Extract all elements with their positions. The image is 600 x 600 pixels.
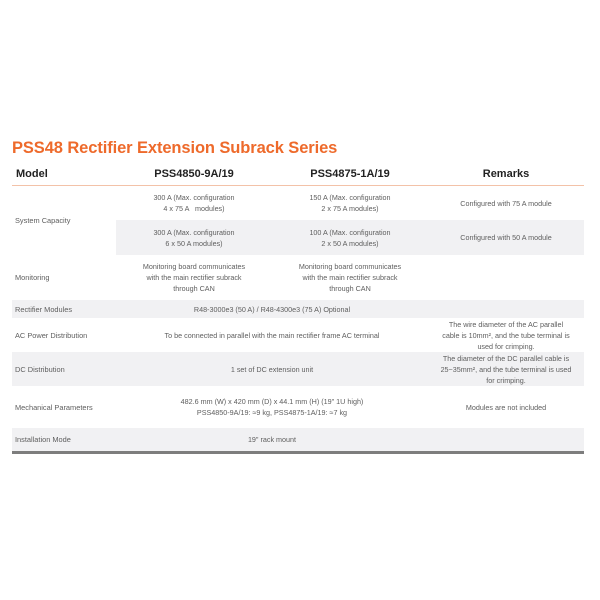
row-label-dc-distribution: DC Distribution <box>12 352 116 386</box>
table-row-installation-mode <box>12 428 584 453</box>
header-pss4875: PSS4875-1A/19 <box>272 163 428 186</box>
cell-ac-power-value: To be connected in parallel with the main rectifier frame AC terminal <box>164 330 380 340</box>
cell-line: 100 A (Max. configuration <box>309 227 391 237</box>
cell-line: through CAN <box>173 284 215 293</box>
row-label-mechanical-parameters: Mechanical Parameters <box>15 402 93 412</box>
cell-line: The diameter of the DC parallel cable is <box>442 353 570 363</box>
cell-sc1-pss4850 <box>116 186 272 221</box>
cell-line: 6 x 50 A modules) <box>165 238 223 248</box>
row-label-rectifier-modules: Rectifier Modules <box>12 300 116 318</box>
cell-mechanical-remarks: Modules are not included <box>465 402 547 412</box>
cell-rectifier-modules-remarks <box>428 300 584 318</box>
table-row-monitoring <box>12 255 584 300</box>
cell-monitoring-pss4850 <box>116 255 272 300</box>
row-label-monitoring: Monitoring <box>15 273 50 282</box>
cell-line: through CAN <box>329 284 371 293</box>
table-row-system-capacity-1 <box>12 186 584 221</box>
cell-line: Monitoring board communicates <box>142 262 246 271</box>
table-row-mechanical-parameters <box>12 386 584 428</box>
cell-dc-distribution-value: 1 set of DC extension unit <box>116 352 428 386</box>
cell-line: for crimping. <box>486 375 526 385</box>
cell-rectifier-modules-value: R48-3000e3 (50 A) / R48-4300e3 (75 A) Optional <box>116 300 428 318</box>
cell-line: PSS4850-9A/19: ≈9 kg, PSS4875-1A/19: ≈7 kg <box>196 408 348 417</box>
cell-ac-power-remarks <box>428 318 584 352</box>
cell-sc1-remarks: Configured with 75 A module <box>460 198 552 208</box>
row-label-installation-mode: Installation Mode <box>12 428 116 453</box>
table-header-row <box>12 163 584 186</box>
spec-table <box>12 163 584 454</box>
cell-line: with the main rectifier subrack <box>146 273 242 282</box>
cell-line: cable is 10mm², and the tube terminal is <box>442 330 570 340</box>
cell-sc2-pss4850 <box>116 220 272 255</box>
cell-line: with the main rectifier subrack <box>302 273 398 282</box>
cell-line: 482.6 mm (W) x 420 mm (D) x 44.1 mm (H) (19" 1U high) <box>180 397 364 406</box>
cell-line: 150 A (Max. configuration <box>309 193 391 202</box>
cell-line: used for crimping. <box>477 341 535 351</box>
cell-monitoring-remarks <box>428 255 584 300</box>
row-label-ac-power-distribution: AC Power Distribution <box>15 330 88 340</box>
cell-line: The wire diameter of the AC parallel <box>448 319 564 329</box>
header-model: Model <box>12 163 116 186</box>
cell-monitoring-pss4875 <box>272 255 428 300</box>
row-label-system-capacity: System Capacity <box>15 216 71 225</box>
header-remarks: Remarks <box>428 163 584 186</box>
cell-line: 25~35mm², and the tube terminal is used <box>440 364 572 374</box>
header-pss4850: PSS4850-9A/19 <box>116 163 272 186</box>
cell-line: Monitoring board communicates <box>298 262 402 271</box>
cell-sc2-remarks: Configured with 50 A module <box>428 220 584 255</box>
cell-installation-remarks <box>428 428 584 453</box>
page-title: PSS48 Rectifier Extension Subrack Series <box>12 139 338 157</box>
cell-line: 2 x 75 A modules) <box>321 204 379 213</box>
table-row-dc-distribution <box>12 352 584 386</box>
cell-line: 300 A (Max. configuration <box>153 227 235 237</box>
cell-sc2-pss4875 <box>272 220 428 255</box>
cell-sc1-pss4875 <box>272 186 428 221</box>
cell-line: 2 x 50 A modules) <box>321 238 379 248</box>
table-row-ac-power-distribution <box>12 318 584 352</box>
cell-line: 300 A (Max. configuration <box>153 193 235 202</box>
table-row-rectifier-modules <box>12 300 584 318</box>
cell-mechanical-value <box>116 386 428 428</box>
cell-installation-value: 19" rack mount <box>116 428 428 453</box>
cell-dc-distribution-remarks <box>428 352 584 386</box>
cell-line: 4 x 75 A modules) <box>163 204 225 213</box>
